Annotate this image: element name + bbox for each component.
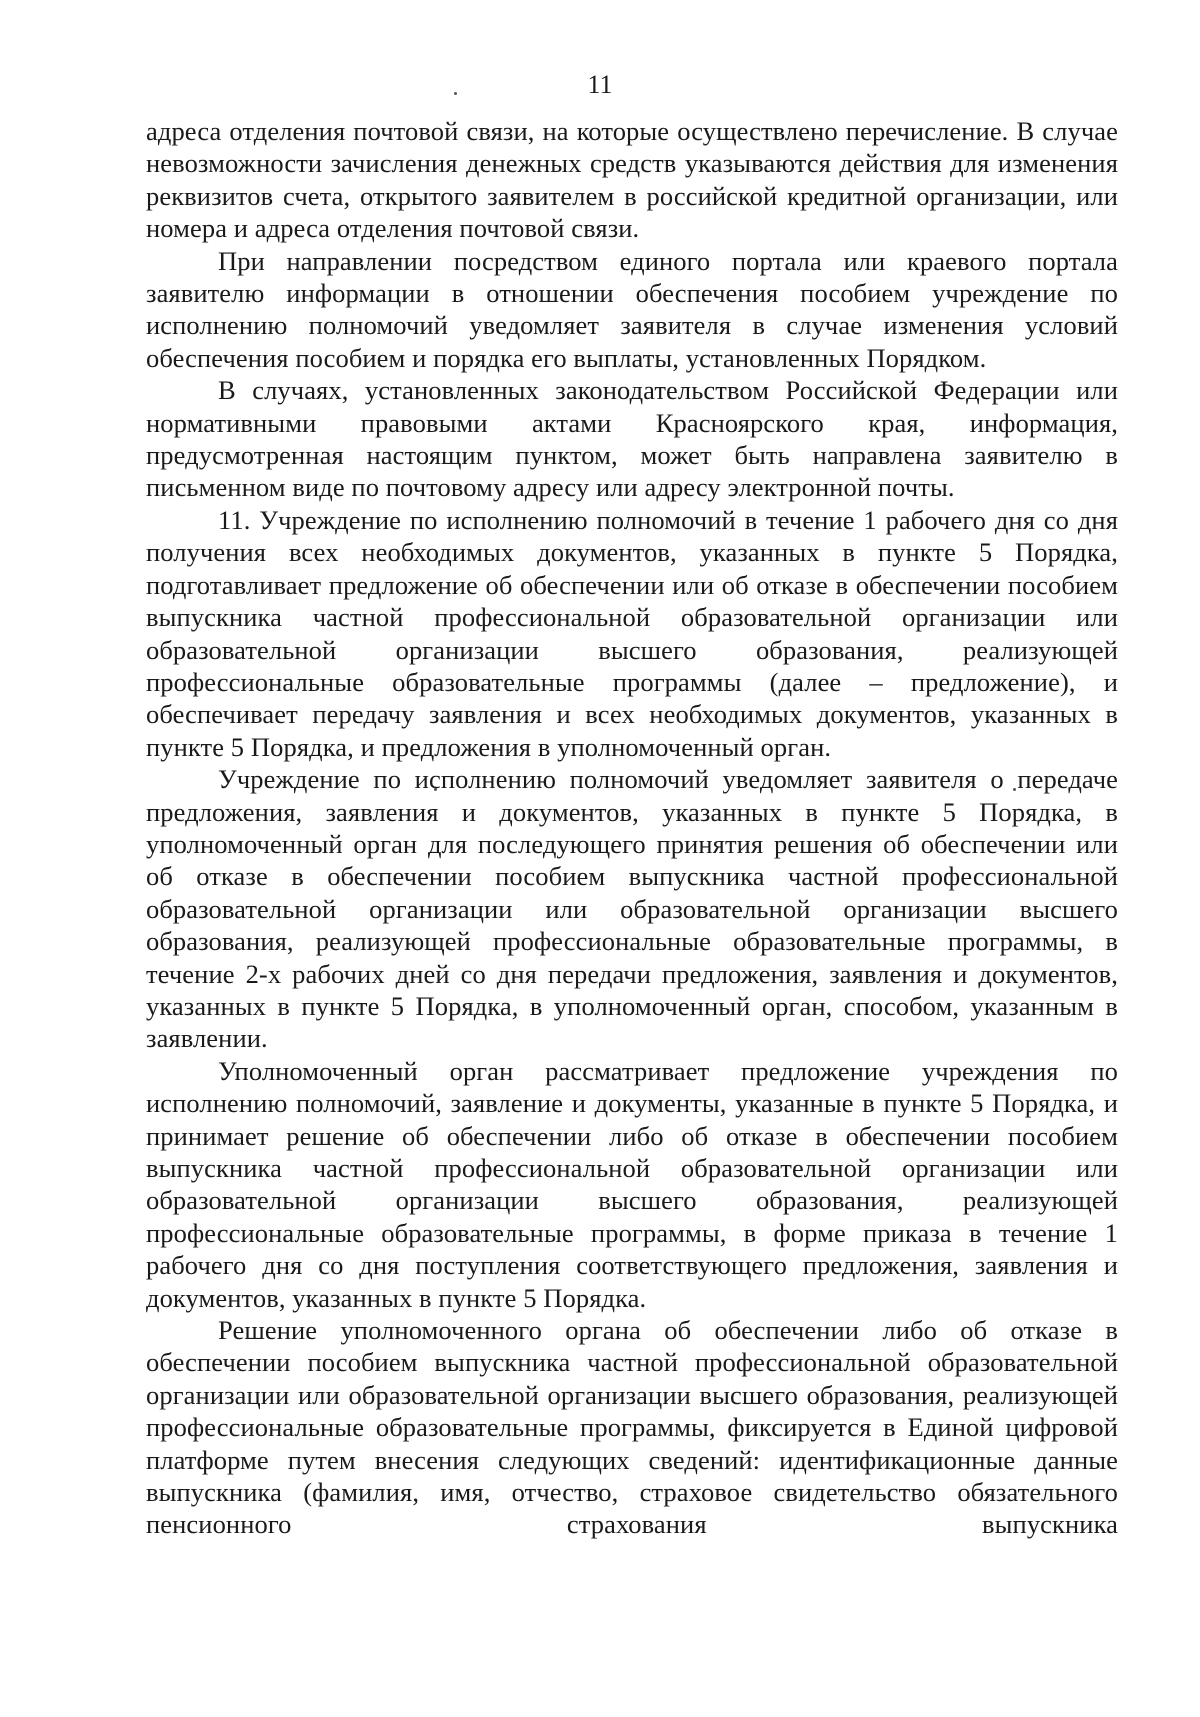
scan-artifact-dot [454, 92, 457, 95]
paragraph-transfer-notice: Учреждение по исполнению полномочий уведомляет заявителя о передаче предложения, заявления и документов, указанных в пункте 5 Порядка, в уполномоченный орган для последующего принятия решения об обеспечении или об отказе в обеспечении пособием выпускника частной профессиональной образовательной организации или образовательной организации высшего образования, реализующей профессиональные образовательные программы, в течение 2-х рабочих дней со дня передачи предложения, заявления и документов, указанных в пункте 5 Порядка, в уполномоченный орган, способом, указанным в заявлении. [146, 764, 1118, 1054]
paragraph-written-notice: В случаях, установленных законодательством Российской Федерации или нормативными правовыми актами Красноярского края, информация, предусмотренная настоящим пунктом, может быть направлена заявителю в письменном виде по почтовому адресу или адресу электронной почты. [146, 375, 1118, 503]
document-body [146, 115, 1118, 1541]
paragraph-portal-notification: При направлении посредством единого портала или краевого портала заявителю информации в отношении обеспечения пособием учреждение по исполнению полномочий уведомляет заявителя в случае изменения условий обеспечения пособием и порядка его выплаты, установленных Порядком. [146, 245, 1118, 373]
paragraph-digital-platform-record: Решение уполномоченного органа об обеспечении либо об отказе в обеспечении пособием выпускника частной профессиональной образовательной организации или образовательной организации высшего образования, реализующей профессиональные образовательные программы, фиксируется в Единой цифровой платформе путем внесения следующих сведений: идентификационные данные выпускника (фамилия, имя, отчество, страховое свидетельство обязательного пенсионного страхования выпускника [146, 1315, 1118, 1540]
paragraph-item-11: 11. Учреждение по исполнению полномочий в течение 1 рабочего дня со дня получения всех необходимых документов, указанных в пункте 5 Порядка, подготавливает предложение об обеспечении или об отказе в обеспечении пособием выпускника частной профессиональной образовательной организации или образовательной организации высшего образования, реализующей профессиональные образовательные программы (далее – предложение), и обеспечивает передачу заявления и всех необходимых документов, указанных в пункте 5 Порядка, и предложения в уполномоченный орган. [146, 504, 1118, 762]
paragraph-address-continuation: адреса отделения почтовой связи, на которые осуществлено перечисление. В случае невозможности зачисления денежных средств указываются действия для изменения реквизитов счета, открытого заявителем в российской кредитной организации, или номера и адреса отделения почтовой связи. [146, 116, 1118, 244]
paragraph-authorized-body-decision: Уполномоченный орган рассматривает предложение учреждения по исполнению полномочий, заявление и документы, указанные в пункте 5 Порядка, и принимает решение об обеспечении либо об отказе в обеспечении пособием выпускника частной профессиональной образовательной организации или образовательной организации высшего образования, реализующей профессиональные образовательные программы, в форме приказа в течение 1 рабочего дня со дня поступления соответствующего предложения, заявления и документов, указанных в пункте 5 Порядка. [146, 1055, 1118, 1313]
page-number: 11 [587, 70, 613, 99]
